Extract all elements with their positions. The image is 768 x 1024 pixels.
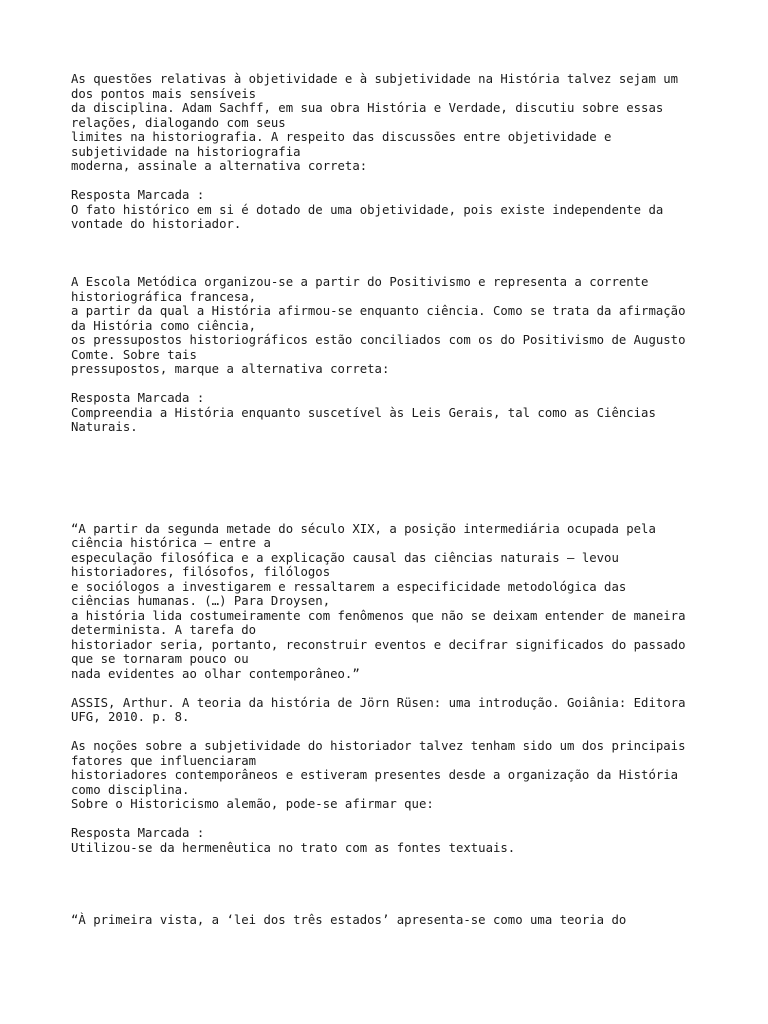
quote-line: historiadores, filósofos, filólogos	[71, 565, 331, 579]
text-line: os pressupostos historiográficos estão conciliados com os do Positivismo de Augusto	[71, 333, 686, 347]
text-line: historiográfica francesa,	[71, 289, 257, 304]
question-3-quote	[71, 522, 721, 682]
text-line: relações, dialogando com seus	[71, 115, 286, 130]
blank-line	[71, 507, 721, 522]
question-1-text	[71, 72, 721, 174]
answer-text: Compreendia a História enquanto suscetível às Leis Gerais, tal como as Ciências	[71, 405, 656, 420]
blank-line	[71, 435, 721, 450]
blank-line	[71, 377, 721, 392]
answer-text: O fato histórico em si é dotado de uma objetividade, pois existe independente da	[71, 202, 664, 217]
question-1	[71, 72, 721, 232]
blank-line	[71, 812, 721, 827]
blank-line	[71, 464, 721, 479]
text-line: dos pontos mais sensíveis	[71, 86, 257, 101]
quote-line: ciência histórica – entre a	[71, 536, 271, 550]
text-line: A Escola Metódica organizou-se a partir do Positivismo e representa a corrente	[71, 275, 649, 289]
blank-line	[71, 725, 721, 740]
text-line: “À primeira vista, a ‘lei dos três estados’ apresenta-se como uma teoria do	[71, 913, 627, 927]
text-line: Sobre o Historicismo alemão, pode-se afirmar que:	[71, 797, 434, 811]
quote-line: a história lida costumeiramente com fenômenos que não se deixam entender de maneira	[71, 608, 686, 623]
text-line: subjetividade na historiografia	[71, 144, 301, 159]
blank-line	[71, 478, 721, 493]
text-line: pressupostos, marque a alternativa correta:	[71, 362, 390, 376]
text-line: As noções sobre a subjetividade do historiador talvez tenham sido um dos principais	[71, 739, 686, 753]
text-line: como disciplina.	[71, 782, 190, 797]
document-page	[71, 72, 721, 928]
citation	[71, 696, 721, 725]
question-3-text	[71, 739, 721, 812]
quote-line: e sociólogos a investigarem e ressaltarem a especificidade metodológica das	[71, 579, 627, 594]
quote-line: que se tornaram pouco ou	[71, 652, 249, 666]
answer-text: Naturais.	[71, 420, 138, 434]
answer-label: Resposta Marcada :	[71, 188, 205, 202]
answer-text: Utilizou-se da hermenêutica no trato com as fontes textuais.	[71, 840, 516, 855]
question-2-text	[71, 275, 721, 377]
answer-text: vontade do historiador.	[71, 217, 242, 231]
question-2	[71, 275, 721, 435]
blank-line	[71, 681, 721, 696]
blank-line	[71, 261, 721, 276]
quote-line: determinista. A tarefa do	[71, 623, 257, 637]
blank-line	[71, 884, 721, 899]
text-line: fatores que influenciaram	[71, 753, 257, 768]
quote-line: nada evidentes ao olhar contemporâneo.”	[71, 666, 360, 681]
quote-line: “A partir da segunda metade do século XIX, a posição intermediária ocupada pela	[71, 521, 656, 536]
answer-label: Resposta Marcada :	[71, 391, 205, 405]
blank-line	[71, 174, 721, 189]
blank-line	[71, 493, 721, 508]
text-line: moderna, assinale a alternativa correta:	[71, 159, 368, 173]
quote-line: ciências humanas. (…) Para Droysen,	[71, 594, 331, 608]
citation-line: UFG, 2010. p. 8.	[71, 710, 190, 724]
text-line: As questões relativas à objetividade e à subjetividade na História talvez sejam um	[71, 72, 679, 86]
answer-label: Resposta Marcada :	[71, 826, 205, 840]
blank-line	[71, 870, 721, 885]
blank-line	[71, 899, 721, 914]
blank-line	[71, 246, 721, 261]
question-3	[71, 522, 721, 856]
quote-line: historiador seria, portanto, reconstruir eventos e decifrar significados do passado	[71, 637, 686, 652]
blank-line	[71, 855, 721, 870]
text-line: da disciplina. Adam Sachff, em sua obra História e Verdade, discutiu sobre essas	[71, 101, 664, 115]
blank-line	[71, 449, 721, 464]
text-line: a partir da qual a História afirmou-se enquanto ciência. Como se trata da afirmação	[71, 304, 686, 318]
quote-line: especulação filosófica e a explicação causal das ciências naturais – levou	[71, 550, 619, 565]
text-line: Comte. Sobre tais	[71, 347, 197, 362]
citation-line: ASSIS, Arthur. A teoria da história de Jörn Rüsen: uma introdução. Goiânia: Editora	[71, 695, 686, 710]
question-4	[71, 913, 721, 928]
text-line: limites na historiografia. A respeito das discussões entre objetividade e	[71, 130, 612, 144]
text-line: historiadores contemporâneos e estiveram presentes desde a organização da História	[71, 768, 679, 782]
text-line: da História como ciência,	[71, 318, 257, 333]
blank-line	[71, 232, 721, 247]
